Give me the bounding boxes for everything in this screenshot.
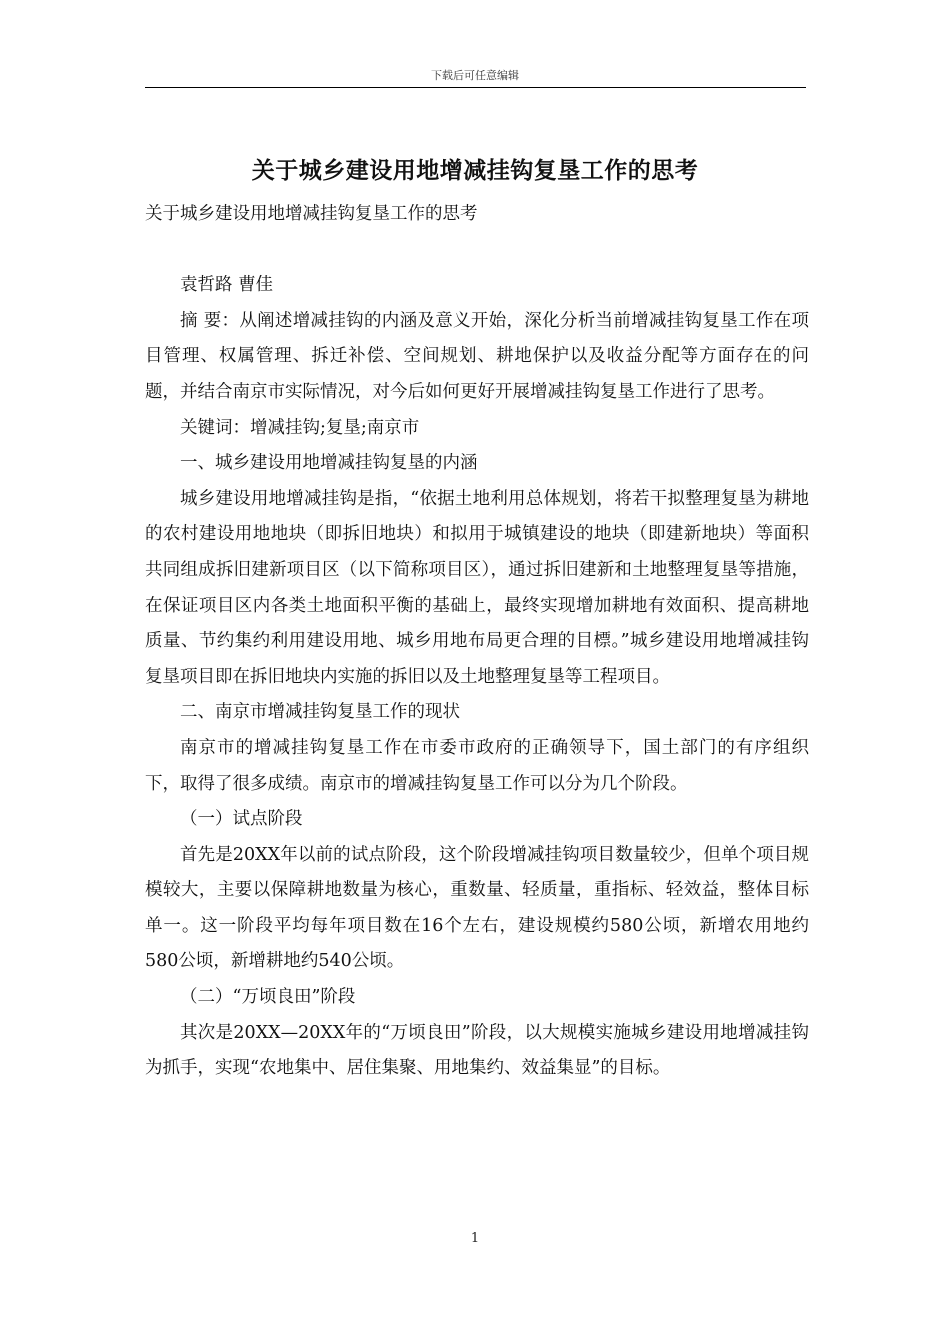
- abstract-paragraph: 摘 要：从阐述增减挂钩的内涵及意义开始，深化分析当前增减挂钩复垦工作在项目管理、权属管理、拆迁补偿、空间规划、耕地保护以及收益分配等方面存在的问题，并结合南京市实际情况，对今后如何更好开展增减挂钩复垦工作进行了思考。: [145, 310, 809, 402]
- document-subtitle: 关于城乡建设用地增减挂钩复垦工作的思考: [145, 204, 478, 224]
- subsection-heading-2: （二）“万顷良田”阶段: [180, 987, 356, 1008]
- subsection-heading-1: （一）试点阶段: [180, 809, 303, 830]
- subsection-1-paragraph: 首先是20XX年以前的试点阶段，这个阶段增减挂钩项目数量较少，但单个项目规模较大，主要以保障耕地数量为核心，重数量、轻质量，重指标、轻效益，整体目标单一。这一阶段平均每年项目数在16个左右，建设规模约580公顷，新增农用地约580公顷，新增耕地约540公顷。: [145, 844, 809, 972]
- header-divider: [145, 87, 806, 88]
- section-1-paragraph: 城乡建设用地增减挂钩是指，“依据土地利用总体规划，将若干拟整理复垦为耕地的农村建设用地地块（即拆旧地块）和拟用于城镇建设的地块（即建新地块）等面积共同组成拆旧建新项目区（以下简称项目区），通过拆旧建新和土地整理复垦等措施，在保证项目区内各类土地面积平衡的基础上，最终实现增加耕地有效面积、提高耕地质量、节约集约利用建设用地、城乡用地布局更合理的目標。”城乡建设用地增减挂钩复垦项目即在拆旧地块内实施的拆旧以及土地整理复垦等工程项目。: [145, 488, 809, 687]
- section-heading-2: 二、南京市增减挂钩复垦工作的现状: [180, 702, 460, 723]
- section-heading-1: 一、城乡建设用地增减挂钩复垦的内涵: [180, 453, 478, 474]
- page-number: 1: [470, 1231, 480, 1246]
- document-body: [145, 197, 809, 1087]
- document-title: 关于城乡建设用地增减挂钩复垦工作的思考: [251, 158, 699, 184]
- subsection-2-paragraph: 其次是20XX—20XX年的“万顷良田”阶段，以大规模实施城乡建设用地增减挂钩为抓手，实现“农地集中、居住集聚、用地集约、效益集显”的目标。: [145, 1022, 809, 1079]
- header-note: 下载后可任意编辑: [431, 69, 519, 82]
- keywords-line: 关键词：增减挂钩;复垦;南京市: [180, 417, 420, 438]
- authors-line: 袁哲路 曹佳: [180, 275, 274, 296]
- section-2-paragraph: 南京市的增减挂钩复垦工作在市委市政府的正确领导下，国土部门的有序组织下，取得了很多成绩。南京市的增减挂钩复垦工作可以分为几个阶段。: [145, 737, 809, 794]
